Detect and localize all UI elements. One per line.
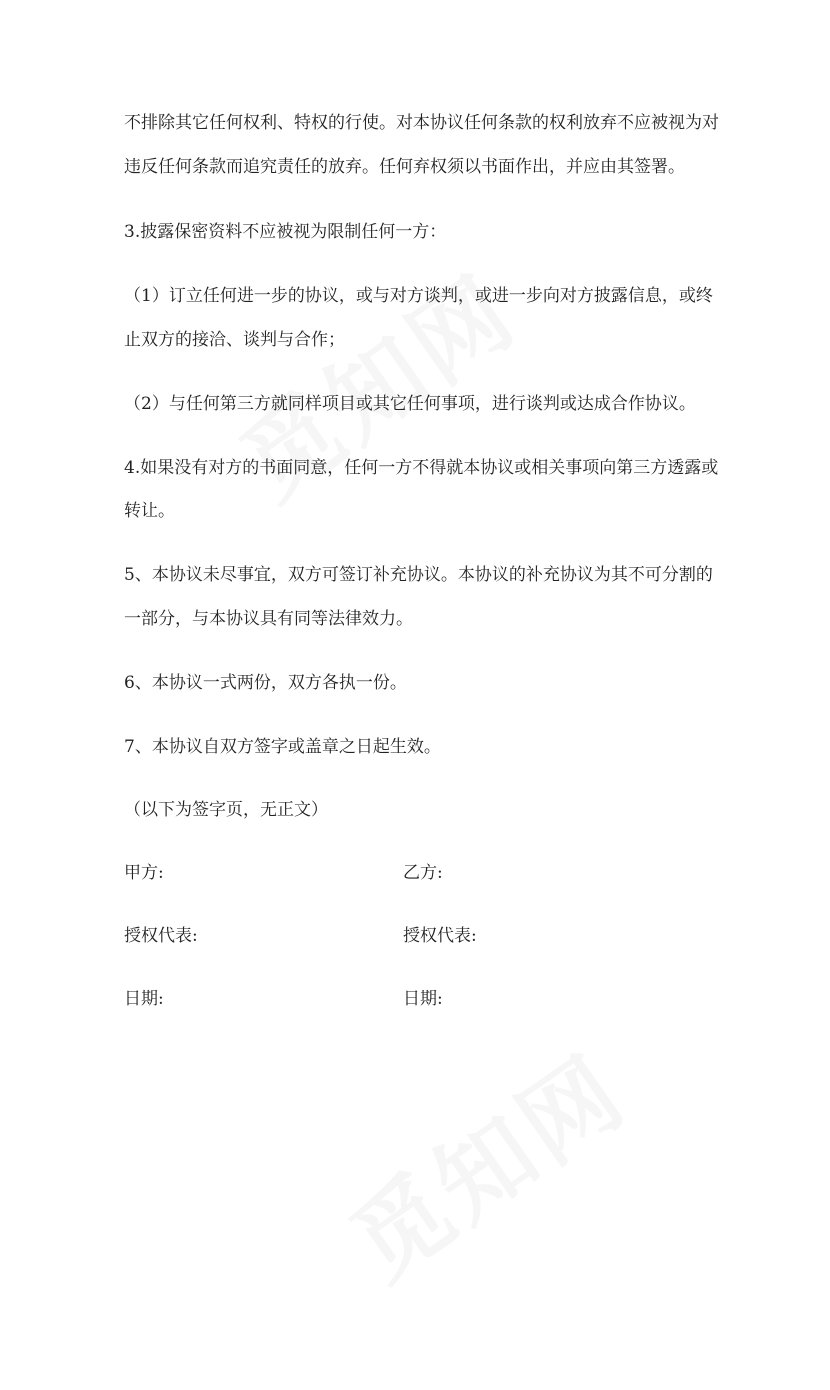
clause-3-item-2: （2）与任何第三方就同样项目或其它任何事项，进行谈判或达成合作协议。 (124, 394, 696, 414)
clause-6: 6、本协议一式两份，双方各执一份。 (124, 673, 407, 693)
clause-5-line-1: 5、本协议未尽事宜，双方可签订补充协议。本协议的补充协议为其不可分割的 (124, 565, 713, 585)
clause-3-item-1-line-2: 止双方的接洽、谈判与合作； (124, 330, 345, 350)
clause-5-line-2: 一部分，与本协议具有同等法律效力。 (124, 609, 413, 629)
party-b-date-label: 日期: (403, 989, 443, 1009)
signature-page-note: （以下为签字页，无正文） (124, 800, 328, 820)
party-a-representative-label: 授权代表: (124, 926, 198, 946)
party-a-label: 甲方: (124, 863, 164, 883)
watermark-text-bottom (320, 1010, 720, 1390)
clause-7: 7、本协议自双方签字或盖章之日起生效。 (124, 737, 441, 757)
paragraph-waiver-line-1: 不排除其它任何权利、特权的行使。对本协议任何条款的权利放弃不应被视为对 (124, 113, 719, 133)
clause-3-heading: 3.披露保密资料不应被视为限制任何一方： (124, 222, 447, 242)
party-b-representative-label: 授权代表: (403, 926, 477, 946)
party-b-label: 乙方: (403, 863, 443, 883)
party-a-date-label: 日期: (124, 989, 164, 1009)
clause-4-line-1: 4.如果没有对方的书面同意，任何一方不得就本协议或相关事项向第三方透露或 (124, 458, 719, 478)
paragraph-waiver-line-2: 违反任何条款而追究责任的放弃。任何弃权须以书面作出，并应由其签署。 (124, 157, 685, 177)
clause-3-item-1-line-1: （1）订立任何进一步的协议，或与对方谈判，或进一步向对方披露信息，或终 (124, 286, 713, 306)
clause-4-line-2: 转让。 (124, 501, 175, 521)
